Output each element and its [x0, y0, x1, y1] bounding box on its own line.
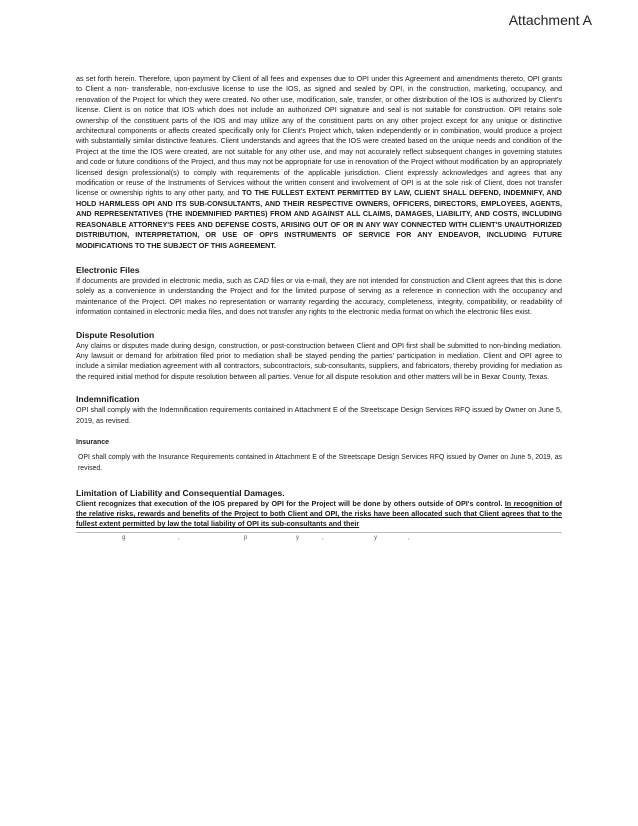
dispute-resolution-section	[76, 329, 562, 383]
limitation-heading: Limitation of Liability and Consequential Damages.	[76, 487, 285, 498]
limitation-text	[76, 499, 562, 530]
intro-bold-text: TO THE FULLEST EXTENT PERMITTED BY LAW, CLIENT SHALL DEFEND, INDEMNIFY, AND HOLD HARMLESS OPI AND ITS SUB-CONSULTANTS, AND THEIR RESPECTIVE OWNERS, OFFICERS, DIRECTORS, EMPLOYEES, AGENTS, AND REPRESENTATIVES (THE INDEMNIFIED PARTIES) FROM AND AGAINST ALL CLAIMS, DAMAGES, LIABILITY, AND COSTS, INCLUDING REASONABLE ATTORNEY'S FEES AND DEFENSE COSTS, ARISING OUT OF OR IN ANY WAY CONNECTED WITH CLIENT'S UNAUTHORIZED DISTRIBUTION, INTERPRETATION, OR USE OF OPI'S INSTRUMENTS OF SERVICE FOR ANY ENDEAVOR, INCLUDING FUTURE MODIFICATIONS TO THE SUBJECT OF THIS AGREEMENT.	[76, 188, 562, 250]
electronic-files-heading: Electronic Files	[76, 264, 140, 275]
indemnification-section	[76, 393, 562, 426]
electronic-files-section	[76, 264, 562, 318]
limitation-section	[76, 487, 562, 545]
dispute-resolution-text: Any claims or disputes made during design, construction, or post-construction between Client and OPI first shall be submitted to non-binding mediation. Any lawsuit or demand for arbitration filed prior to mediation shall be stayed pending the parties' participation in mediation. Client and OPI agree to include a similar mediation agreement with all contractors, subcontractors, sub-consultants, suppliers, and fabricators, thereby providing for mediation as the required initial method for dispute resolution between all parties. Venue for all dispute resolution and other matters will be in Bexar County, Texas.	[76, 340, 562, 381]
insurance-heading: Insurance	[76, 438, 110, 446]
indemnification-heading: Indemnification	[76, 394, 140, 405]
cut-off-fragment: ,	[408, 534, 410, 541]
cut-off-fragment: y	[374, 534, 377, 541]
cut-off-text-line	[76, 535, 562, 545]
intro-text: as set forth herein. Therefore, upon payment by Client of all fees and expenses due to OPI under this Agreement and amendments thereto, OPI grants to Client a non- transferable, non-exclusive license to use the IOS, as signed and sealed by OPI, in the construction, marketing, occupancy, and renovation of the Project for which they were created. No other use, modification, sale, transfer, or other distribution of the IOS is authorized by Client's license. Client is on notice that IOS which does not include an authorized OPI signature and seal is not suitable for construction. OPI retains sole ownership of the constituent parts of the IOS and may utilize any of the constituent parts on any other project except for any unique or distinctive architectural components or affects created specifically only for Client's Project which, taken independently or in combination, would produce a project with substantially similar distinctive features. Client understands and agrees that the IOS were created based on the unique needs and condition of the Project at the time the IOS were created, are not suitable for any other use, and may not accurately reflect subsequent changes in governing statutes and code or future conditions of the Project, and thus may not be appropriate for use in renovation of the Project without modification by an appropriately licensed design professional(s) to comply with requirements of the applicable jurisdiction. Client expressly acknowledges and agrees that any modification or reuse of the Instruments of Services without the written consent and involvement of OPI is at the sole risk of Client, does not transfer license or ownership rights to any other party, and	[76, 74, 562, 198]
limitation-bold-text: Client recognizes that execution of the IOS prepared by OPI for the Project will be done by others outside of OPI's control.	[76, 498, 505, 508]
cut-off-rule	[76, 532, 562, 533]
insurance-section	[76, 437, 562, 475]
attachment-label: Attachment A	[508, 12, 592, 28]
insurance-text: OPI shall comply with the Insurance Requirements contained in Attachment E of the Streetscape Design Services RFQ issued by Owner on June 5, 2019, as revised.	[78, 453, 562, 472]
cut-off-fragment: g	[122, 534, 126, 541]
cut-off-fragment: p	[244, 534, 248, 541]
cut-off-fragment: ,	[178, 534, 180, 541]
dispute-resolution-heading: Dispute Resolution	[76, 329, 155, 340]
cut-off-fragment: y	[296, 534, 299, 541]
document-body	[76, 74, 562, 545]
electronic-files-text: If documents are provided in electronic media, such as CAD files or via e-mail, they are not intended for construction and Client agrees that this is done solely as a convenience in understanding the Project and for the limited purpose of serving as a reference in connection with the occupancy and maintenance of the Project. OPI makes no representation or warranty regarding the accuracy, completeness, integrity, compatibility, or readability of information contained in electronic media files, and does not transfer any rights to the electronic media format on which the electronic files exist.	[76, 275, 562, 317]
limitation-underlined-text: In recognition of the relative risks, rewards and benefits of the Project to both Client and OPI, the risks have been allocated such that Client agrees that to the fullest extent permitted by law the total liability of OPI its sub-consultants and their	[76, 498, 562, 529]
indemnification-text: OPI shall comply with the Indemnification requirements contained in Attachment E of the Streetscape Design Services RFQ issued by Owner on June 5, 2019, as revised.	[76, 405, 562, 425]
intro-paragraph	[76, 74, 562, 251]
cut-off-fragment: ,	[322, 534, 324, 541]
